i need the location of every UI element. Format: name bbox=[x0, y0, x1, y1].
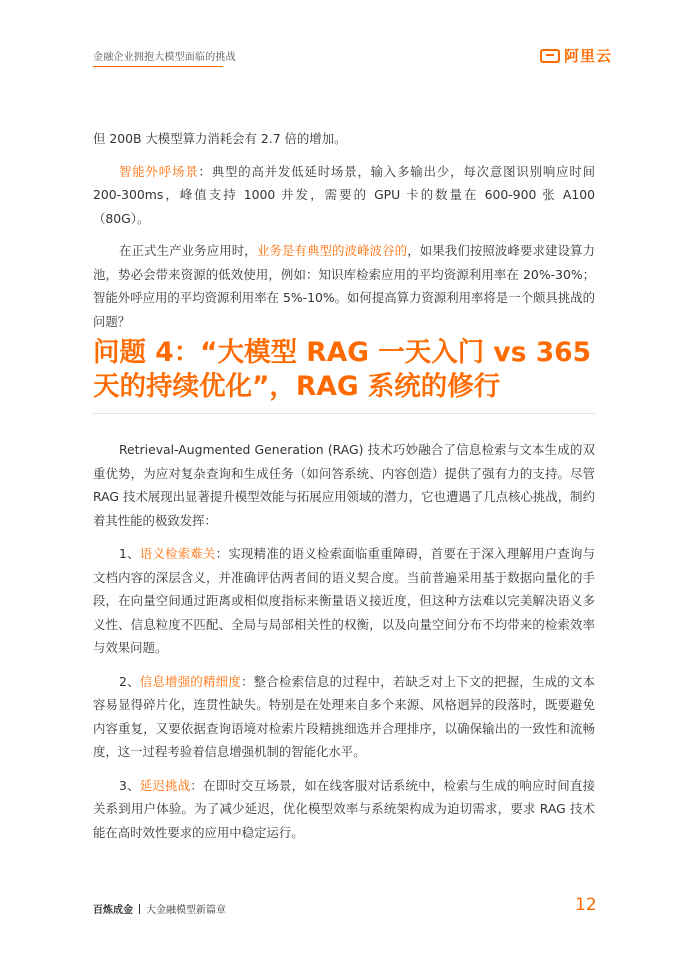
logo-text: 阿里云 bbox=[564, 47, 613, 65]
item-number: 3、 bbox=[119, 777, 140, 793]
highlight-label: 智能外呼场景 bbox=[119, 163, 199, 179]
item-label: 语义检索难关 bbox=[139, 546, 216, 561]
paragraph-peak-valley bbox=[93, 239, 595, 333]
section-intro: Retrieval-Augmented Generation (RAG) 技术巧妙融合了信息检索与文本生成的双重优势，为应对复杂查询和生成任务（如问答系统、内容创造）提供了强有力的支持。尽管 RAG 技术展现出显著提升模型效能与拓展应用领域的潜力，它也遭遇了几点核心挑战，制约着其性能的极致发挥： bbox=[93, 442, 595, 528]
aliyun-logo bbox=[540, 45, 612, 66]
list-item bbox=[93, 542, 595, 660]
item-number: 1、 bbox=[119, 546, 140, 561]
page-number: 12 bbox=[575, 895, 597, 915]
item-text: 整合检索信息的过程中，若缺乏对上下文的把握，生成的文本容易显得碎片化，连贯性缺失。特别是在处理来自多个来源、风格迥异的段落时，既要避免内容重复，又要依据查询语境对检索片段精挑细选并合理排序，以确保输出的一致性和流畅度，这一过程考验着信息增强机制的智能化水平。 bbox=[93, 673, 596, 759]
item-text: 实现精准的语义检索面临重重障碍，首要在于深入理解用户查询与文档内容的深层含义，并准确评估两者间的语义契合度。当前普遍采用基于数据向量化的手段，在向量空间通过距离或相似度指标来衡量语义接近度，但这种方法难以完美解决语义多义性、信息粒度不匹配、全局与局部相关性的权衡，以及向量空间分布不均带来的检索效率与效果问题。 bbox=[93, 546, 596, 655]
paragraph-text-pre: 在正式生产业务应用时， bbox=[119, 243, 257, 258]
list-item bbox=[93, 670, 595, 764]
item-label: 信息增强的精细度 bbox=[139, 673, 242, 689]
label-colon: ： bbox=[215, 546, 229, 561]
aliyun-logo-icon bbox=[540, 49, 560, 63]
item-label: 延迟挑战 bbox=[139, 777, 191, 793]
body-text-section bbox=[93, 438, 595, 844]
section-heading: 问题 4：“大模型 RAG 一天入门 vs 365 天的持续优化”，RAG 系统的修行 bbox=[93, 337, 592, 402]
running-header-title: 金融企业拥抱大模型面临的挑战 bbox=[93, 52, 236, 63]
footer-subtitle: 大金融模型新篇章 bbox=[146, 905, 226, 916]
item-text: 在即时交互场景，如在线客服对话系统中，检索与生成的响应时间直接关系到用户体验。为了减少延迟，优化模型效率与系统架构成为迫切需求，要求 RAG 技术能在高时效性要求的应用中稳定运行。 bbox=[93, 777, 596, 840]
footer-brand: 百炼成金 bbox=[93, 905, 133, 916]
highlight-text: 业务是有典型的波峰波谷的 bbox=[256, 243, 408, 258]
body-text-top bbox=[93, 127, 595, 333]
paragraph-text: 典型的高并发低延时场景，输入多输出少，每次意图识别响应时间 200-300ms，峰值支持 1000 并发，需要的 GPU 卡的数量在 600-900 张 A100（80G）。 bbox=[93, 163, 596, 226]
list-item bbox=[93, 774, 595, 845]
footer-separator bbox=[139, 904, 140, 914]
paragraph-outbound-call bbox=[93, 160, 595, 231]
header-underline bbox=[93, 66, 223, 67]
label-colon: ： bbox=[190, 777, 204, 793]
paragraph-text-post: ，如果我们按照波峰要求建设算力池，势必会带来资源的低效使用，例如：知识库检索应用的平均资源利用率在 20%-30%；智能外呼应用的平均资源利用率在 5%-10%。如何提高算力资源利用率将是一个颇具挑战的问题？ bbox=[93, 243, 596, 329]
paragraph-text: 但 200B 大模型算力消耗会有 2.7 倍的增加。 bbox=[93, 131, 347, 146]
footer-title bbox=[93, 901, 226, 916]
label-colon: ： bbox=[241, 673, 254, 689]
label-colon: ： bbox=[198, 163, 212, 179]
heading-divider bbox=[93, 413, 595, 414]
item-number: 2、 bbox=[119, 673, 140, 689]
paragraph-compute-increase bbox=[93, 127, 595, 151]
